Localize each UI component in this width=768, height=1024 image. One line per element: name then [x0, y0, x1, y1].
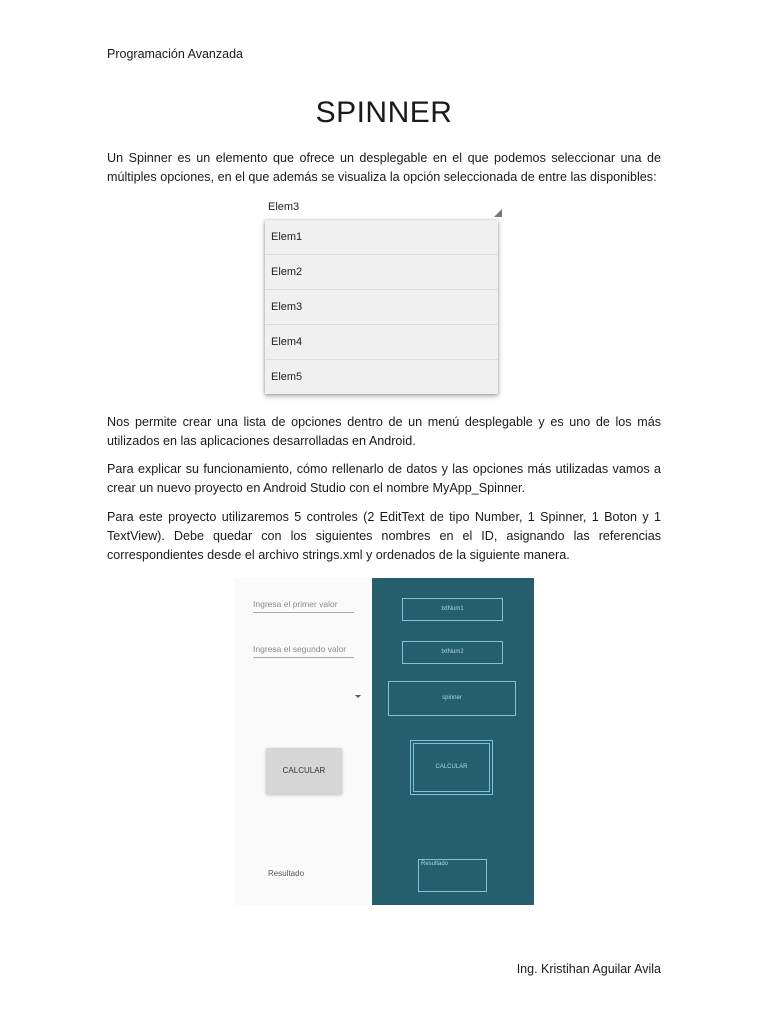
blueprint-preview: [372, 578, 534, 905]
dropdown-option[interactable]: Elem5: [271, 371, 303, 383]
page-header: Programación Avanzada: [107, 47, 243, 61]
blueprint-button: CALCULAR: [413, 743, 490, 792]
page-footer: Ing. Kristihan Aguilar Avila: [516, 962, 661, 976]
edit-text-first[interactable]: Ingresa el primer valor: [253, 599, 354, 613]
spinner-dropdown-icon[interactable]: [355, 695, 361, 698]
design-preview: [234, 578, 372, 905]
dropdown-option[interactable]: Elem1: [265, 220, 498, 255]
paragraph-controls: Para este proyecto utilizaremos 5 controles (2 EditText de tipo Number, 1 Spinner, 1 Boton y 1 TextView). Debe quedar con los siguientes nombres en el ID, asignando las referencias correspondientes desde el archivo strings.xml y ordenados de la siguiente manera.: [107, 510, 661, 562]
blueprint-spinner: spinner: [388, 681, 516, 716]
spinner-arrow-icon: [494, 209, 502, 217]
spinner-selected[interactable]: [266, 198, 502, 218]
edit-text-second[interactable]: Ingresa el segundo valor: [253, 644, 354, 658]
blueprint-txtnum1: txtNum1: [402, 598, 503, 621]
paragraph-purpose: Nos permite crear una lista de opciones dentro de un menú desplegable y es uno de los más utilizados en las aplicaciones desarrolladas en Android.: [107, 415, 661, 448]
spinner-selected-text: Elem3: [268, 201, 300, 213]
page-title: SPINNER: [315, 96, 453, 129]
dropdown-option[interactable]: Elem2: [265, 255, 498, 290]
calculate-button[interactable]: CALCULAR: [266, 748, 342, 794]
blueprint-txtnum2: txtNum2: [402, 641, 503, 664]
dropdown-option[interactable]: Elem4: [265, 325, 498, 360]
blueprint-result: Resultado: [418, 859, 487, 892]
spinner-dropdown: [265, 220, 498, 394]
dropdown-option[interactable]: Elem3: [265, 290, 498, 325]
paragraph-explain: Para explicar su funcionamiento, cómo rellenarlo de datos y las opciones más utilizadas vamos a crear un nuevo proyecto en Android Studio con el nombre MyApp_Spinner.: [107, 462, 661, 495]
result-text: Resultado: [268, 869, 305, 878]
paragraph-intro: Un Spinner es un elemento que ofrece un desplegable en el que podemos seleccionar una de múltiples opciones, en el que además se visualiza la opción seleccionada de entre las disponibles:: [107, 151, 661, 184]
